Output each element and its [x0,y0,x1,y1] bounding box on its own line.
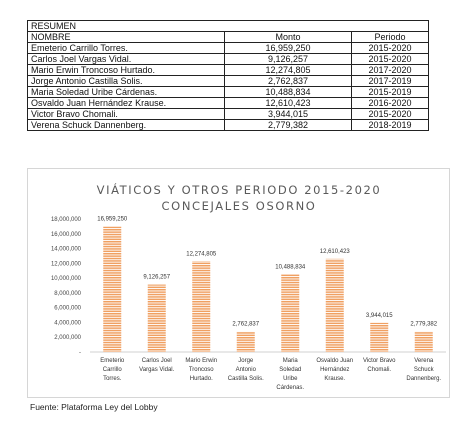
table-row [28,65,429,76]
row-periodo: 2018-2019 [352,120,429,131]
x-category-label: Soledad [279,367,302,373]
x-category-label: Torres. [103,376,122,382]
row-periodo: 2016-2020 [352,98,429,109]
row-periodo: 2017-2020 [352,65,429,76]
y-tick-label: 6,000,000 [54,305,81,312]
x-category-label: Troncoso [188,367,214,373]
table-title: RESUMEN [28,21,429,32]
x-category-label: Mario Erwin [185,358,218,364]
bars [97,217,438,352]
header-nombre: NOMBRE [28,32,225,43]
table-header-row [28,32,429,43]
y-tick-label: 18,000,000 [50,217,81,223]
bar [370,323,388,352]
table-row [28,87,429,98]
row-name: Verena Schuck Dannenberg. [28,120,225,131]
chart-title-line-1: VIÁTICOS Y OTROS PERIODO 2015-2020 [96,183,382,197]
x-category-label: Uribe [283,376,298,382]
row-periodo: 2015-2020 [352,109,429,120]
row-monto: 12,274,805 [225,65,352,76]
data-label: 3,944,015 [365,312,393,319]
x-category-label: Maria [282,358,298,364]
y-tick-label: 4,000,000 [54,320,81,327]
chart-title-line-2: CONCEJALES OSORNO [161,199,317,213]
bar [148,285,166,352]
row-monto: 2,779,382 [225,120,352,131]
data-label: 10,488,834 [275,264,306,271]
data-label: 2,762,837 [232,321,260,328]
row-name: Jorge Antonio Castilla Solis. [28,76,225,87]
y-tick-label: - [79,350,81,356]
table-row [28,120,429,131]
bar [192,261,210,352]
bar [281,274,299,352]
data-label: 16,959,250 [97,216,128,223]
row-name: Victor Bravo Chomali. [28,109,225,120]
x-category-label: Schuck [413,367,434,373]
table-row [28,98,429,109]
row-monto: 12,610,423 [225,98,352,109]
x-category-label: Hernández [320,367,350,373]
row-monto: 16,959,250 [225,43,352,54]
x-category-label: Krause. [324,376,346,382]
table-row [28,43,429,54]
row-name: Maria Soledad Uribe Cárdenas. [28,87,225,98]
x-category-label: Castilla Solis. [227,376,264,382]
table-row [28,76,429,87]
data-label: 9,126,257 [143,274,171,281]
row-periodo: 2017-2019 [352,76,429,87]
bar-chart [28,169,449,397]
x-category-label: Jorge [238,358,254,364]
y-tick-label: 2,000,000 [54,335,81,342]
y-tick-label: 14,000,000 [50,246,81,253]
header-monto: Monto [225,32,352,43]
chart-area [27,168,450,398]
x-category-label: Dannenberg. [406,376,442,382]
y-tick-label: 8,000,000 [54,290,81,297]
x-category-label: Vargas Vidal. [139,367,175,373]
bar [103,227,121,352]
table-row [28,54,429,65]
row-periodo: 2015-2020 [352,54,429,65]
source-note: Fuente: Plataforma Ley del Lobby [30,402,158,412]
data-label: 12,610,423 [319,248,350,255]
x-category-label: Emeterio [100,358,125,364]
x-category-label: Antonio [235,367,256,373]
row-monto: 3,944,015 [225,109,352,120]
x-category-label: Hurtado. [189,376,213,382]
row-name: Carlos Joel Vargas Vidal. [28,54,225,65]
data-label: 12,274,805 [186,251,217,258]
row-monto: 10,488,834 [225,87,352,98]
x-category-label: Cárdenas. [276,385,305,391]
row-monto: 2,762,837 [225,76,352,87]
x-category-label: Chomali. [367,367,392,373]
row-periodo: 2015-2020 [352,43,429,54]
data-label: 2,779,382 [410,321,438,328]
x-category-label: Victor Bravo [362,358,396,364]
y-tick-label: 10,000,000 [50,276,81,283]
row-name: Osvaldo Juan Hernández Krause. [28,98,225,109]
table-row [28,109,429,120]
x-axis [100,358,441,391]
row-name: Emeterio Carrillo Torres. [28,43,225,54]
x-category-label: Carlos Joel [141,358,172,364]
x-category-label: Verena [414,358,434,364]
row-monto: 9,126,257 [225,54,352,65]
summary-table [27,20,429,131]
row-periodo: 2015-2019 [352,87,429,98]
x-category-label: Osvaldo Juan [316,358,354,364]
y-tick-label: 16,000,000 [50,231,81,238]
header-periodo: Periodo [352,32,429,43]
row-name: Mario Erwin Troncoso Hurtado. [28,65,225,76]
table-title-row [28,21,429,32]
x-category-label: Carrillo [102,367,122,373]
y-tick-label: 12,000,000 [50,261,81,268]
bar [326,259,344,352]
bar [237,332,255,352]
bar [415,331,433,352]
